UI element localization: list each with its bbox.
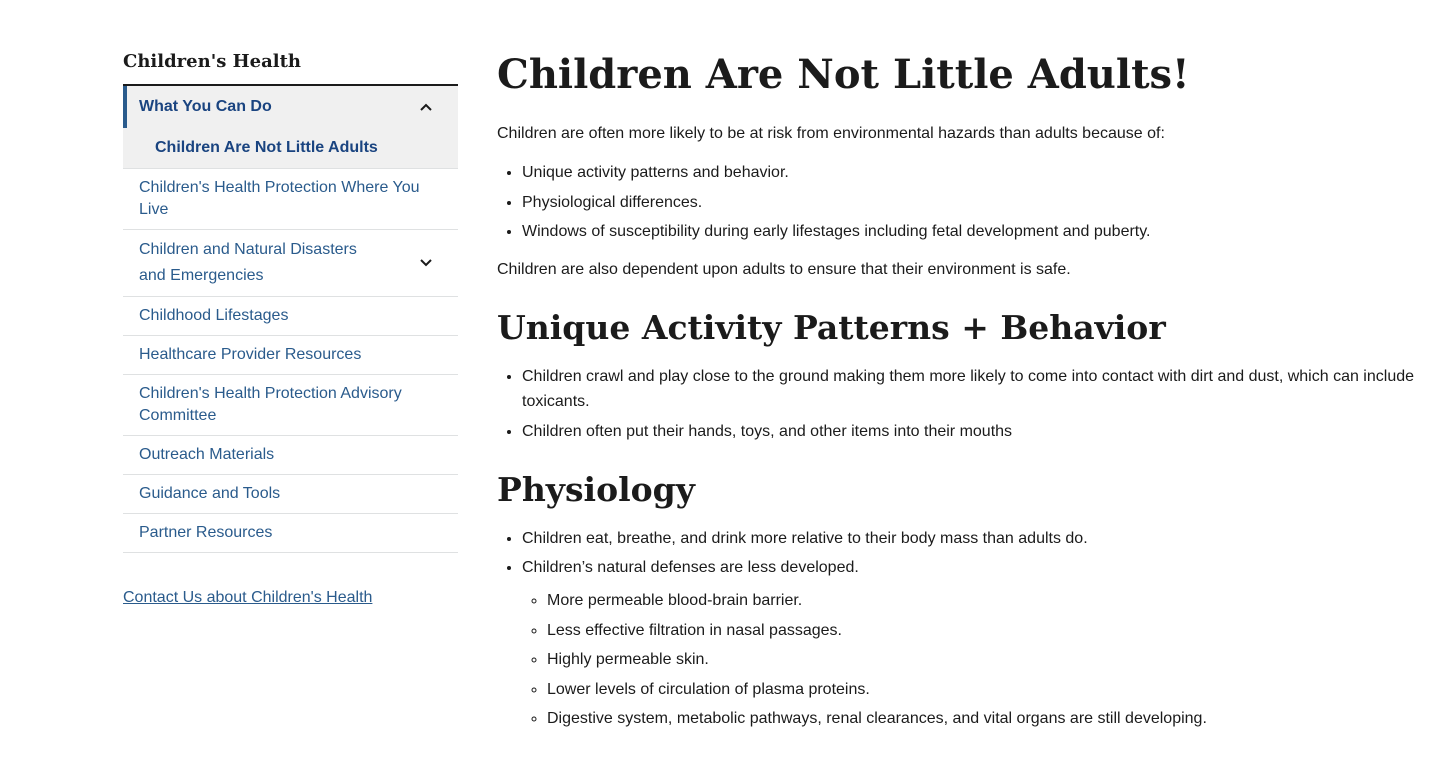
page-title: Children Are Not Little Adults! [497,51,1190,98]
main-content [497,48,1432,745]
sidebar-link-natural-disasters[interactable] [123,230,458,296]
sidebar-item-label: What You Can Do [139,98,272,115]
dependent-text: Children are also dependent upon adults to ensure that their environment is safe. [497,261,1071,278]
sidebar-link-where-you-live[interactable] [123,169,458,229]
sidebar-link-childhood-lifestages[interactable] [123,297,458,335]
sidebar-list [123,86,458,553]
sidebar-item-label-line1: Children and Natural Disasters [139,241,357,258]
sidebar-item-label: Partner Resources [139,524,273,541]
sidebar-item-label: Guidance and Tools [139,485,281,502]
list-item: • Children often put their hands, toys, and other items into their mouths [522,419,1432,444]
sidebar-link-healthcare-provider-resources[interactable] [123,336,458,374]
sidebar-link-advisory-committee[interactable] [123,375,458,435]
sidebar-item-what-you-can-do [123,86,458,169]
intro-text: Children are often more likely to be at risk from environmental hazards than adults because of: [497,125,1165,142]
sidebar-nav [123,50,458,607]
sidebar-link-outreach-materials[interactable] [123,436,458,474]
sidebar-item-label: Children's Health Protection Where You Live [139,179,420,218]
sidebar-item-partner-resources [123,514,458,553]
list-item: • Windows of susceptibility during early lifestages including fetal development and puberty. [522,219,1432,244]
sidebar-item-label: Children's Health Protection Advisory Committee [139,385,402,424]
physiology-list [497,526,1432,732]
sidebar-item-label: Healthcare Provider Resources [139,346,362,363]
section-heading-activity: Unique Activity Patterns + Behavior [497,308,1166,347]
sidebar-subitem-children-not-little-adults[interactable]: Children Are Not Little Adults [155,139,378,156]
sidebar-link-guidance-and-tools[interactable] [123,475,458,513]
list-item: • Children eat, breathe, and drink more relative to their body mass than adults do. [522,526,1432,551]
sidebar-item-where-you-live [123,169,458,230]
sidebar-item-natural-disasters [123,230,458,297]
sublist-item: ◦ Digestive system, metabolic pathways, renal clearances, and vital organs are still developing. [547,706,1432,731]
sublist-item: ◦ Highly permeable skin. [547,647,1432,672]
sublist-item: ◦ Less effective filtration in nasal passages. [547,618,1432,643]
sidebar-item-childhood-lifestages [123,297,458,336]
sublist-item: ◦ More permeable blood-brain barrier. [547,588,1432,613]
sidebar-item-label-line2: and Emergencies [139,267,264,284]
sidebar-item-label: Outreach Materials [139,446,275,463]
sidebar-item-advisory-committee [123,375,458,436]
sidebar-item-outreach-materials [123,436,458,475]
sidebar-link-what-you-can-do[interactable] [123,86,458,128]
section-heading-physiology: Physiology [497,469,695,509]
activity-list [497,364,1432,444]
sublist-item: ◦ Lower levels of circulation of plasma proteins. [547,677,1432,702]
contact-link[interactable]: Contact Us about Children's Health [123,589,373,606]
list-item-text: Children’s natural defenses are less developed. [522,559,859,576]
sidebar-item-guidance-and-tools [123,475,458,514]
chevron-up-icon[interactable] [418,99,434,115]
defenses-sublist [522,588,1432,731]
sidebar-item-label [139,237,357,289]
list-item: • Physiological differences. [522,190,1432,215]
list-item [522,555,1432,731]
list-item: • Children crawl and play close to the ground making them more likely to come into contact with dirt and dust, which can include toxicants. [522,364,1432,414]
list-item: • Unique activity patterns and behavior. [522,160,1432,185]
reasons-list [497,160,1432,244]
sidebar-link-partner-resources[interactable] [123,514,458,552]
sidebar-item-label: Childhood Lifestages [139,307,289,324]
sidebar-item-healthcare-provider-resources [123,336,458,375]
chevron-down-icon[interactable] [418,255,434,271]
sidebar-heading: Children's Health [123,50,458,86]
